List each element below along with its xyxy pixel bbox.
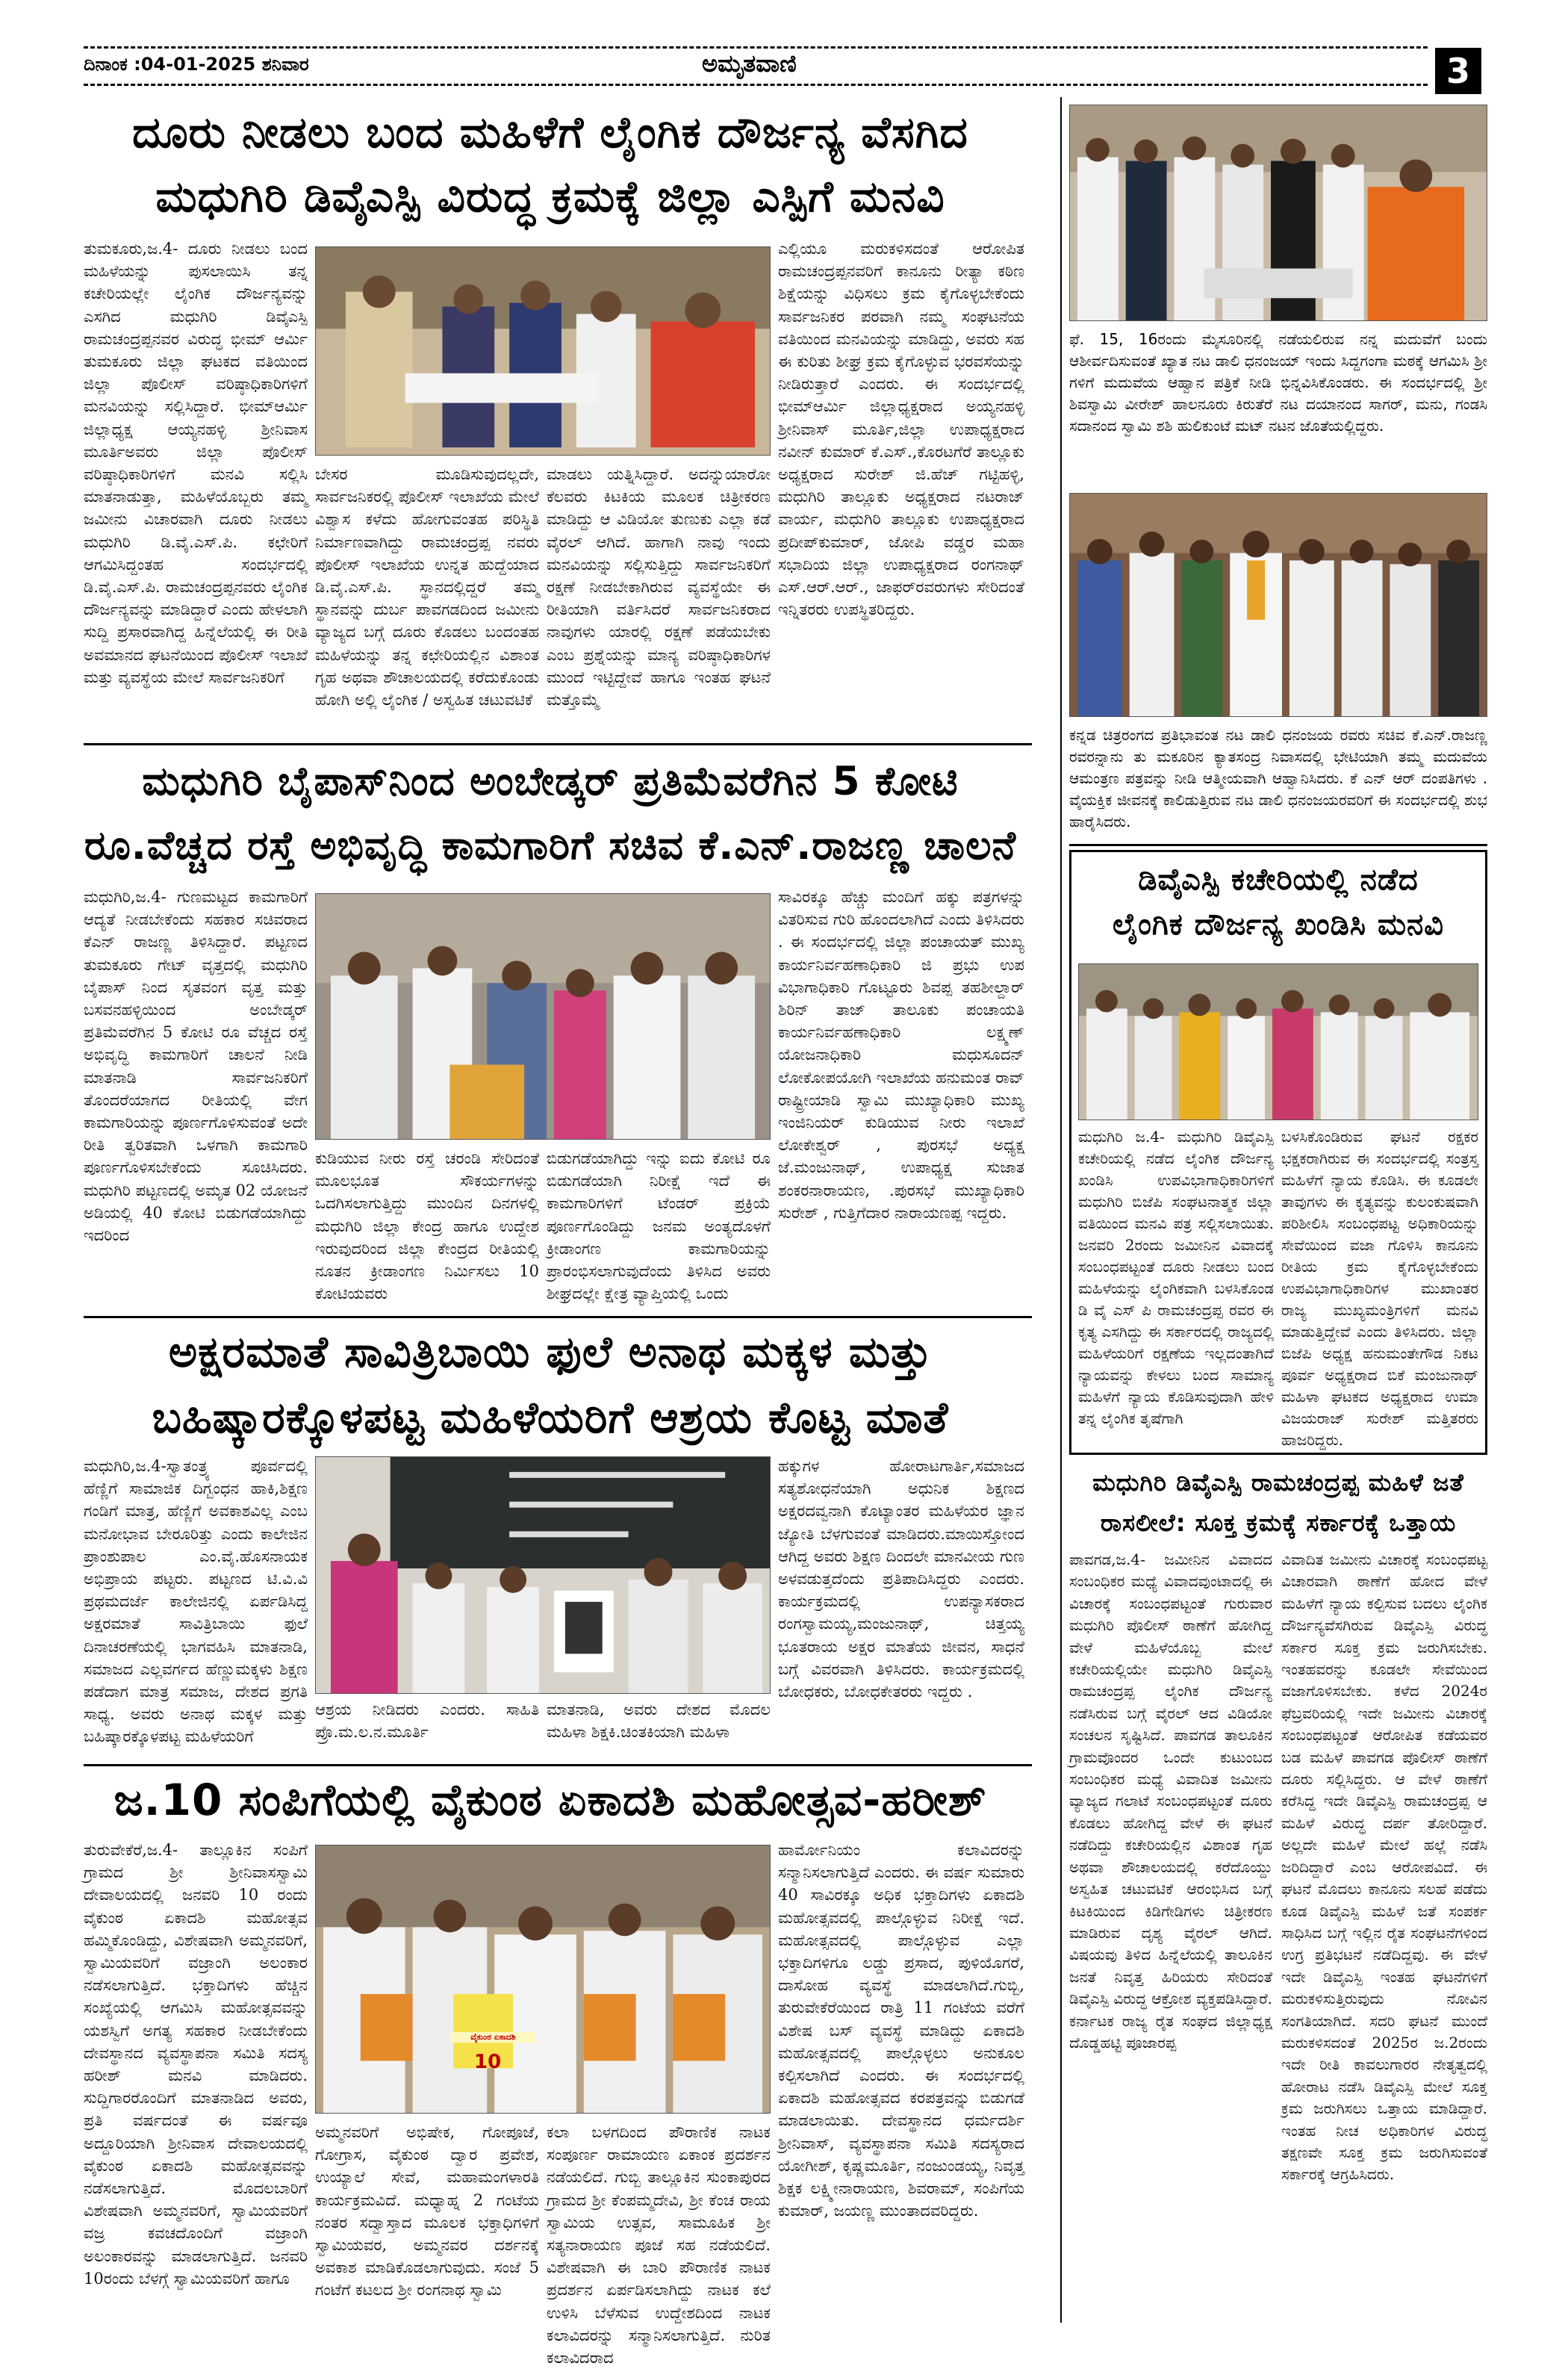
- article-headline: ಡಿವೈಎಸ್ಪಿ ಕಚೇರಿಯಲ್ಲಿ ನಡೆದ: [1138, 863, 1419, 897]
- article-headline: ಮಧುಗಿರಿ ಬೈಪಾಸ್‌ನಿಂದ ಅಂಬೇಡ್ಕರ್ ಪ್ರತಿಮೆವರೆಗಿನ 5 ಕೋಟಿ: [142, 759, 959, 804]
- article-headline: ಬಹಿಷ್ಕಾರಕ್ಕೊಳಪಟ್ಟ ಮಹಿಳೆಯರಿಗೆ ಆಶ್ರಯ ಕೊಟ್ಟ ಮಾತೆ: [152, 1392, 949, 1443]
- article-body: ಮಧುಗಿರಿ ಜ.4- ಮಧುಗಿರಿ ಡಿವೈಎಸ್ಪಿ ಕಚೇರಿಯಲ್ಲಿ ನಡೆದ ಲೈಂಗಿಕ ದೌರ್ಜನ್ಯ ಖಂಡಿಸಿ ಉಪವಿಭಾಗಾಧಿಕಾರಿಗಳಿಗೆ ಮಧುಗಿರಿ ಬಿಜೆಪಿ ಸಂಘಟನಾತ್ಮಕ ಜಿಲ್ಲಾ ವತಿಯಿಂದ ಮನವಿ ಪತ್ರ ಸಲ್ಲಿಸಲಾಯಿತು. ಜನವರಿ 2ರಂದು ಜಮೀನಿನ ವಿವಾದಕ್ಕೆ ಸಂಬಂಧಪಟ್ಟಂತೆ ದೂರು ನೀಡಲು ಬಂದ ಮಹಿಳೆಯನ್ನು ಲೈಂಗಿಕವಾಗಿ ಬಳಸಿಕೊಂಡ ಡಿ ವೈ ಎಸ್ ಪಿ ರಾಮಚಂದ್ರಪ್ಪ ರವರ ಈ ಕೃತ್ಯ ಎಸಗಿದ್ದು ಈ ಸರ್ಕಾರದಲ್ಲಿ ರಾಜ್ಯದಲ್ಲಿ ಮಹಿಳೆಯರಿಗೆ ರಕ್ಷಣೆಯ ಇಲ್ಲದಂತಾಗಿದೆ ನ್ಯಾಯವನ್ನು ಕೇಳಲು ಬಂದ ಸಾಮಾನ್ಯ ಮಹಿಳೆಗೆ ನ್ಯಾಯ ಕೊಡಿಸುವುದಾಗಿ ಹೇಳಿ ತನ್ನ ಲೈಂಗಿಕ ತೃಷೆಗಾಗಿ: [1078, 1128, 1274, 1427]
- news-photo-icon: [316, 1457, 770, 1693]
- article-headline: ರಾಸಲೀಲೆ: ಸೂಕ್ತ ಕ್ರಮಕ್ಕೆ ಸರ್ಕಾರಕ್ಕೆ ಒತ್ತಾಯ: [1100, 1509, 1457, 1537]
- article-body: ಮಧುಗಿರಿ,ಜ.4- ಗುಣಮಟ್ಟದ ಕಾಮಗಾರಿಗೆ ಆದ್ಯತೆ ನೀಡಬೇಕೆಂದು ಸಹಕಾರ ಸಚಿವರಾದ ಕೆಎನ್ ರಾಜಣ್ಣ ತಿಳಿಸಿದ್ದಾರೆ. ಪಟ್ಟಣದ ತುಮಕೂರು ಗೇಟ್ ವೃತ್ತದಲ್ಲಿ ಮಧುಗಿರಿ ಬೈಪಾಸ್ ನಿಂದ ಸೃತವಂಗ ವೃತ್ತ ಮತ್ತು ಬಸವನಹಳ್ಳಿಯಿಂದ ಅಂಬೇಡ್ಕರ್ ಪ್ರತಿಮೆವರೆಗಿನ 5 ಕೋಟಿ ರೂ ವೆಚ್ಚದ ರಸ್ತೆ ಅಭಿವೃದ್ಧಿ ಕಾಮಗಾರಿಗೆ ಚಾಲನೆ ನೀಡಿ ಮಾತನಾಡಿ ಸಾರ್ವಜನಿಕರಿಗೆ ತೊಂದರೆಯಾಗದ ರೀತಿಯಲ್ಲಿ ವೇಗ ಕಾಮಗಾರಿಯನ್ನು ಪೂರ್ಣಗೊಳಿಸುವಂತೆ ಅದೇ ರೀತಿ ತ್ವರಿತವಾಗಿ ಒಳಗಾಗಿ ಕಾಮಗಾರಿ ಪೂರ್ಣಗೊಳಿಸಬೇಕೆಂದು ಸೂಚಿಸಿದರು. ಮಧುಗಿರಿ ಪಟ್ಟಣದಲ್ಲಿ ಅಮೃತ 02 ಯೋಜನೆ ಅಡಿಯಲ್ಲಿ 40 ಕೋಟಿ ಬಿಡುಗಡೆಯಾಗಿದ್ದು ಇದರಿಂದ: [84, 888, 308, 1245]
- article-body: ಮಧುಗಿರಿ,ಜ.4-ಸ್ವಾತಂತ್ರ್ಯ ಪೂರ್ವದಲ್ಲಿ ಹೆಣ್ಣಿಗೆ ಸಾಮಾಜಿಕ ದಿಗ್ಬಂಧನ ಹಾಕಿ,ಶಿಕ್ಷಣ ಗಂಡಿಗೆ ಮಾತ್ರ, ಹೆಣ್ಣಿಗೆ ಅವಕಾಶವಿಲ್ಲ ಎಂಬ ಮನೋಭಾವ ಬೇರೂರಿತ್ತು ಎಂದು ಕಾಲೇಜಿನ ಪ್ರಾಂಶುಪಾಲ ಎಂ.ವೈ.ಹೊಸನಾಯಕ ಅಭಿಪ್ರಾಯ ಪಟ್ಟರು. ಪಟ್ಟಣದ ಟಿ.ವಿ.ವಿ ಪ್ರಥಮದರ್ಜೆ ಕಾಲೇಜಿನಲ್ಲಿ ಏರ್ಪಡಿಸಿದ್ದ ಅಕ್ಷರಮಾತೆ ಸಾವಿತ್ರಿಬಾಯಿ ಫುಲೆ ದಿನಾಚರಣೆಯಲ್ಲಿ ಭಾಗವಹಿಸಿ ಮಾತನಾಡಿ, ಸಮಾಜದ ಎಲ್ಲವರ್ಗದ ಹೆಣ್ಣುಮಕ್ಕಳು ಶಿಕ್ಷಣ ಪಡೆದಾಗ ಮಾತ್ರ ಸಮಾಜ, ದೇಶದ ಪ್ರಗತಿ ಸಾಧ್ಯ. ಅವರು ಅನಾಥ ಮಕ್ಕಳ ಮತ್ತು ಬಹಿಷ್ಕಾರಕ್ಕೊಳಪಟ್ಟ ಮಹಿಳೆಯರಿಗೆ: [84, 1457, 308, 1746]
- header-top-rule: [84, 46, 1428, 49]
- article-body: ಬೇಸರ ಮೂಡಿಸುವುದಲ್ಲದೇ, ಸಾರ್ವಜನಿಕರಲ್ಲಿ ಪೊಲೀಸ್ ಇಲಾಖೆಯ ಮೇಲೆ ವಿಶ್ವಾಸ ಕಳೆದು ಹೋಗುವಂತಹ ಪರಿಸ್ಥಿತಿ ನಿರ್ಮಾಣವಾಗಿದ್ದು ರಾಮಚಂದ್ರಪ್ಪ ನವರು ಪೊಲೀಸ್ ಇಲಾಖೆಯ ಉನ್ನತ ಹುದ್ದೆಯಾದ ಡಿ.ವೈ.ಎಸ್.ಪಿ. ಸ್ಥಾನದಲ್ಲಿದ್ದರೆ ತಮ್ಮ ಸ್ಥಾನವನ್ನು ದುರ್ಬ ಪಾವಗಡದಿಂದ ಜಮೀನು ವ್ಯಾಜ್ಯದ ಬಗ್ಗೆ ದೂರು ಕೊಡಲು ಬಂದಂತಹ ಮಹಿಳೆಯನ್ನು ತನ್ನ ಕಛೇರಿಯಲ್ಲಿನ ವಿಶಾಂತ ಗೃಹ ಅಥವಾ ಶೌಚಾಲಯದಲ್ಲಿ ಕರೆದುಕೊಂಡು ಹೋಗಿ ಅಲ್ಲಿ ಲೈಂಗಿಕ / ಅಸ್ವಹಿತ ಚಟುವಟಿಕೆ: [315, 465, 539, 710]
- section-divider: [84, 1316, 1032, 1318]
- article-body: ಎಲ್ಲಿಯೂ ಮರುಕಳಿಸದಂತೆ ಆರೋಪಿತ ರಾಮಚಂದ್ರಪ್ಪನವರಿಗೆ ಕಾನೂನು ರೀತ್ಯಾ ಕಠಿಣ ಶಿಕ್ಷೆಯನ್ನು ವಿಧಿಸಲು ಕ್ರಮ ಕೈಗೊಳ್ಳಬೇಕೆಂದು ಸಾರ್ವಜನಿಕರ ಪರವಾಗಿ ನಮ್ಮ ಸಂಘಟನೆಯ ವತಿಯಿಂದ ಮನವಿಯನ್ನು ಮಾಡಿದ್ದು, ಅವರು ಸಹ ಈ ಕುರಿತು ಶೀಘ್ರ ಕ್ರಮ ಕೈಗೊಳ್ಳುವ ಭರವಸೆಯನ್ನು ನೀಡಿರುತ್ತಾರೆ ಎಂದರು. ಈ ಸಂದರ್ಭದಲ್ಲಿ ಭೀಮ್‌ಆರ್ಮಿ ಜಿಲ್ಲಾಧ್ಯಕ್ಷರಾದ ಅಯ್ಯನಹಳ್ಳಿ ಶ್ರೀನಿವಾಸ್ ಮೂರ್ತಿ,ಜಿಲ್ಲಾ ಉಪಾಧ್ಯಕ್ಷರಾದ ನವೀನ್ ಕುಮಾರ್ ಕೆ.ಎಸ್.,ಕೊರಟಗೆರೆ ತಾಲ್ಲೂಕು ಅಧ್ಯಕ್ಷರಾದ ಸುರೇಶ್ ಜಿ.ಹೆಚ್ ಗಟ್ಟಿಹಳ್ಳಿ, ಮಧುಗಿರಿ ತಾಲ್ಲೂಕು ಅಧ್ಯಕ್ಷರಾದ ನಟರಾಜ್ ವಾರ್ಯ, ಮಧುಗಿರಿ ತಾಲ್ಲೂಕು ಉಪಾಧ್ಯಕ್ಷರಾದ ಪ್ರದೀಪ್‌ಕುಮಾರ್, ಜೋಪಿ ವಡ್ಡರ ಮಹಾ ಸಭಾದಿಯ ಜಿಲ್ಲಾ ಉಪಾಧ್ಯಕ್ಷರಾದ ರಂಗನಾಥ್ ಎಸ್.ಆರ್.ಆರ್., ಜಾಫರ್‌ರವರುಗಳು ಸೇರಿದಂತೆ ಇನ್ನಿತರರು ಉಪಸ್ಥಿತರಿದ್ದರು.: [778, 240, 1024, 619]
- article-body: ಸಾವಿರಕ್ಕೂ ಹೆಚ್ಚು ಮಂದಿಗೆ ಹಕ್ಕು ಪತ್ರಗಳನ್ನು ವಿತರಿಸುವ ಗುರಿ ಹೊಂದಲಾಗಿದೆ ಎಂದು ತಿಳಿಸಿದರು . ಈ ಸಂದರ್ಭದಲ್ಲಿ ಜಿಲ್ಲಾ ಪಂಚಾಯತ್ ಮುಖ್ಯ ಕಾರ್ಯನಿರ್ವಹಣಾಧಿಕಾರಿ ಜಿ ಪ್ರಭು ಉಪ ವಿಭಾಗಾಧಿಕಾರಿ ಗೊಟ್ಟೂರು ಶಿವಪ್ಪ ತಹಶೀಲ್ದಾರ್ ಶಿರಿನ್ ತಾಜ್ ತಾಲೂಕು ಪಂಚಾಯತಿ ಕಾರ್ಯನಿರ್ವಹಣಾಧಿಕಾರಿ ಲಕ್ಷ್ಮಣ್ ಯೋಜನಾಧಿಕಾರಿ ಮಧುಸೂದನ್ ಲೋಕೋಪಯೋಗಿ ಇಲಾಖೆಯ ಹನುಮಂತ ರಾವ್ ರಾಷ್ಟ್ರೀಯಾಡಿ ಸ್ವಾಮಿ ಮುಖ್ಯಾಧಿಕಾರಿ ಮುಖ್ಯ ಇಂಜಿನಿಯರ್ ಕುಡಿಯುವ ನೀರು ಇಲಾಖೆ ಲೋಕೇಶ್ವರ್ , ಪುರಸಭೆ ಅಧ್ಯಕ್ಷ ಜೆ.ಮಂಜುನಾಥ್, ಉಪಾಧ್ಯಕ್ಷ ಸುಜಾತ ಶಂಕರನಾರಾಯಣ, .ಪುರಸಭೆ ಮುಖ್ಯಾಧಿಕಾರಿ ಸುರೇಶ್ , ಗುತ್ತಿಗೆದಾರ ನಾರಾಯಣಪ್ಪ ಇದ್ದರು.: [778, 888, 1024, 1222]
- article-headline: ಅಕ್ಷರಮಾತೆ ಸಾವಿತ್ರಿಬಾಯಿ ಫುಲೆ ಅನಾಥ ಮಕ್ಕಳ ಮತ್ತು: [168, 1326, 933, 1377]
- column-divider: [1060, 97, 1062, 2323]
- article-headline: ರೂ.ವೆಚ್ಚದ ರಸ್ತೆ ಅಭಿವೃದ್ಧಿ ಕಾಮಗಾರಿಗೆ ಸಚಿವ ಕೆ.ಎನ್.ರಾಜಣ್ಣ ಚಾಲನೆ: [84, 823, 1017, 869]
- news-photo: [1078, 963, 1478, 1120]
- news-photo-icon: [1070, 494, 1487, 716]
- article-body: ತುಮಕೂರು,ಜ.4- ದೂರು ನೀಡಲು ಬಂದ ಮಹಿಳೆಯನ್ನು ಪುಸಲಾಯಿಸಿ ತನ್ನ ಕಚೇರಿಯಲ್ಲೇ ಲೈಂಗಿಕ ದೌರ್ಜನ್ಯವನ್ನು ಎಸಗಿದ ಮಧುಗಿರಿ ಡಿವೈಎಸ್ಪಿ ರಾಮಚಂದ್ರಪ್ಪನವರ ವಿರುದ್ಧ ಭೀಮ್ ಆರ್ಮಿ ತುಮಕೂರು ಜಿಲ್ಲಾ ಘಟಕದ ವತಿಯಿಂದ ಜಿಲ್ಲಾ ಪೊಲೀಸ್ ವರಿಷ್ಠಾಧಿಕಾರಿಗಳಿಗೆ ಮನವಿಯನ್ನು ಸಲ್ಲಿಸಿದ್ದಾರೆ. ಭೀಮ್‌ಆರ್ಮಿ ಜಿಲ್ಲಾಧ್ಯಕ್ಷ ಆಯ್ಯನಹಳ್ಳಿ ಶ್ರೀನಿವಾಸ ಮೂರ್ತಿಅವರು ಜಿಲ್ಲಾ ಪೊಲೀಸ್ ವರಿಷ್ಠಾಧಿಕಾರಿಗಳಿಗೆ ಮನವಿ ಸಲ್ಲಿಸಿ ಮಾತನಾಡುತ್ತಾ, ಮಹಿಳೆಯೊಬ್ಬರು ತಮ್ಮ ಜಮೀನು ವಿಚಾರವಾಗಿ ದೂರು ನೀಡಲು ಮಧುಗಿರಿ ಡಿ.ವೈ.ಎಸ್.ಪಿ. ಕಛೇರಿಗೆ ಆಗಮಿಸಿದ್ದಂತಹ ಸಂದರ್ಭದಲ್ಲಿ ಡಿ.ವೈ.ಎಸ್.ಪಿ. ರಾಮಚಂದ್ರಪ್ಪನವರು ಲೈಂಗಿಕ ದೌರ್ಜನ್ಯವನ್ನು ಮಾಡಿದ್ದಾರೆ ಎಂದು ಹೇಳಲಾಗಿ ಸುದ್ದಿ ಪ್ರಸಾರವಾಗಿದ್ದ ಹಿನ್ನೆಲೆಯಲ್ಲಿ ಈ ರೀತಿ ಅವಮಾನದ ಘಟನೆಯಿಂದ ಪೊಲೀಸ್ ಇಲಾಖೆ ಮತ್ತು ವ್ಯವಸ್ಥೆಯ ಮೇಲೆ ಸಾರ್ವಜನಿಕರಿಗೆ: [84, 240, 308, 686]
- poster-date: 10: [474, 2051, 502, 2073]
- article-headline: ಲೈಂಗಿಕ ದೌರ್ಜನ್ಯ ಖಂಡಿಸಿ ಮನವಿ: [1112, 907, 1445, 942]
- news-photo: [315, 246, 771, 456]
- section-divider: [84, 1764, 1032, 1766]
- article-body: ಹಾರ್ಮೋನಿಯಂ ಕಲಾವಿದರನ್ನು ಸನ್ಮಾನಿಸಲಾಗುತ್ತಿದೆ ಎಂದರು. ಈ ವರ್ಷ ಸುಮಾರು 40 ಸಾವಿರಕ್ಕೂ ಅಧಿಕ ಭಕ್ತಾದಿಗಳು ಏಕಾದಶಿ ಮಹೋತ್ಸವದಲ್ಲಿ ಪಾಲ್ಗೊಳ್ಳುವ ನಿರೀಕ್ಷೆ ಇದೆ. ಮಹೋತ್ಸವದಲ್ಲಿ ಪಾಲ್ಗೊಳ್ಳುವ ಎಲ್ಲಾ ಭಕ್ತಾದಿಗಳಿಗೂ ಲಡ್ಡು ಪ್ರಸಾದ, ಪುಳಿಯೊಗರೆ, ದಾಸೋಹ ವ್ಯವಸ್ಥೆ ಮಾಡಲಾಗಿದೆ.ಗುಬ್ಬಿ, ತುರುವೇಕೆರೆಯಿಂದ ರಾತ್ರಿ 11 ಗಂಟೆಯ ವರೆಗೆ ವಿಶೇಷ ಬಸ್ ವ್ಯವಸ್ಥೆ ಮಾಡಿದ್ದು ಏಕಾದಶಿ ಮಹೋತ್ಸವದಲ್ಲಿ ಪಾಲ್ಗೊಳ್ಳಲು ಅನುಕೂಲ ಕಲ್ಪಿಸಲಾಗಿದೆ ಎಂದರು. ಈ ಸಂದರ್ಭದಲ್ಲಿ ಏಕಾದಶಿ ಮಹೋತ್ಸವದ ಕರಪತ್ರವನ್ನು ಬಿಡುಗಡೆ ಮಾಡಲಾಯಿತು. ದೇವಸ್ಥಾನದ ಧರ್ಮದರ್ಶಿ ಶ್ರೀನಿವಾಸ್, ವ್ಯವಸ್ಥಾಪನಾ ಸಮಿತಿ ಸದಸ್ಯರಾದ ಯೋಗೀಶ್, ಕೃಷ್ಣಮೂರ್ತಿ, ನಂಜುಂಡಯ್ಯ, ನಿವೃತ್ತ ಶಿಕ್ಷಕ ಲಕ್ಷ್ಮೀನಾರಾಯಣ, ಶಿವರಾಮ್, ಸಂಪಿಗೆಯ ಕುಮಾರ್, ಜಯಣ್ಣ ಮುಂತಾದವರಿದ್ದರು.: [778, 1841, 1024, 2220]
- news-photo: [1069, 105, 1487, 321]
- news-photo: [315, 1456, 771, 1694]
- page-number: 3: [1435, 48, 1481, 94]
- article-body: ಹಕ್ಕುಗಳ ಹೋರಾಟಗಾರ್ತಿ,ಸಮಾಜದ ಸತ್ಯಶೋಧನೆಯಾಗಿ ಅಧುನಿಕ ಶಿಕ್ಷಣದ ಅಕ್ಷರದವ್ವನಾಗಿ ಕೊಟ್ಯಾಂತರ ಮಹಿಳೆಯರ ಜ್ಞಾನ ಜ್ಯೋತಿ ಬೆಳಗುವಂತೆ ಮಾಡಿದರು.ಮಾಯಿಸ್ತೋಂದ ಆಗಿದ್ದ ಅವರು ಶಿಕ್ಷಣ ದಿಂದಲೇ ಮಾನವೀಯ ಗುಣ ಅಳವಡುತ್ತದೆಂದು ಪ್ರತಿಪಾದಿಸಿದ್ದರು ಎಂದರು. ಕಾರ್ಯಕ್ರಮದಲ್ಲಿ ಉಪನ್ಯಾಸಕರಾದ ರಂಗಸ್ವಾಮಯ್ಯ,ಮಂಜುನಾಥ್, ಚಿತ್ತಯ್ಯ ಭೂತರಾಯ ಅಕ್ಷರ ಮಾತೆಯ ಜೀವನ, ಸಾಧನೆ ಬಗ್ಗೆ ವಿವರವಾಗಿ ತಿಳಿಸಿದರು. ಕಾರ್ಯಕ್ರಮದಲ್ಲಿ ಬೋಧಕರು, ಬೋಧಕೇತರರು ಇದ್ದರು .: [778, 1457, 1024, 1701]
- article-body: ತುರುವೇಕೆರೆ,ಜ.4- ತಾಲ್ಲೂಕಿನ ಸಂಪಿಗೆ ಗ್ರಾಮದ ಶ್ರೀ ಶ್ರೀನಿವಾಸಸ್ವಾಮಿ ದೇವಾಲಯದಲ್ಲಿ ಜನವರಿ 10 ರಂದು ವೈಕುಂಠ ಏಕಾದಶಿ ಮಹೋತ್ಸವ ಹಮ್ಮಿಕೊಂಡಿದ್ದು, ವಿಶೇಷವಾಗಿ ಅಮ್ಮನವರಿಗೆ, ಸ್ವಾಮಿಯವರಿಗೆ ವಜ್ರಾಂಗಿ ಅಲಂಕಾರ ನಡೆಸಲಾಗುತ್ತಿದೆ. ಭಕ್ತಾದಿಗಳು ಹೆಚ್ಚಿನ ಸಂಖ್ಯೆಯಲ್ಲಿ ಆಗಮಿಸಿ ಮಹೋತ್ಸವವನ್ನು ಯಶಸ್ವಿಗೆ ಅಗತ್ಯ ಸಹಕಾರ ನೀಡಬೇಕೆಂದು ದೇವಸ್ಥಾನದ ವ್ಯವಸ್ಥಾಪನಾ ಸಮಿತಿ ಸದಸ್ಯ ಹರೀಶ್ ಮನವಿ ಮಾಡಿದರು. ಸುದ್ದಿಗಾರರೊಂದಿಗೆ ಮಾತನಾಡಿದ ಅವರು, ಪ್ರತಿ ವರ್ಷದಂತೆ ಈ ವರ್ಷವೂ ಅದ್ದೂರಿಯಾಗಿ ಶ್ರೀನಿವಾಸ ದೇವಾಲಯದಲ್ಲಿ ವೈಕುಂಠ ಏಕಾದಶಿ ಮಹೋತ್ಸವವನ್ನು ನಡೆಸಲಾಗುತ್ತಿದೆ. ಮೊದಲಬಾರಿಗೆ ವಿಶೇಷವಾಗಿ ಅಮ್ಮನವರಿಗೆ, ಸ್ವಾಮಿಯವರಿಗೆ ವಜ್ರ ಕವಚದೊಂದಿಗೆ ವಜ್ರಾಂಗಿ ಅಲಂಕಾರವನ್ನು ಮಾಡಲಾಗುತ್ತಿದೆ. ಜನವರಿ 10ರಂದು ಬೆಳಗ್ಗೆ ಸ್ವಾಮಿಯವರಿಗೆ ಹಾಗೂ: [84, 1841, 308, 2288]
- article-body: ಅಮ್ಮನವರಿಗೆ ಅಭಿಷೇಕ, ಗೋಪೂಜೆ, ಗೋಗ್ರಾಸ, ವೈಕುಂಠ ದ್ವಾರ ಪ್ರವೇಶ, ಉಯ್ಯಾಲೆ ಸೇವೆ, ಮಹಾಮಂಗಳಾರತಿ ಕಾರ್ಯಕ್ರಮವಿದೆ. ಮಧ್ಯಾಹ್ನ 2 ಗಂಟೆಯ ನಂತರ ಸದ್ವಾಸ್ತಾದ ಮೂಲಕ ಭಕ್ತಾಧಿಗಳಿಗೆ ಸ್ವಾಮಿಯವರ, ಅಮ್ಮನವರ ದರ್ಶನಕ್ಕೆ ಅವಕಾಶ ಮಾಡಿಕೊಡಲಾಗುವುದು. ಸಂಜೆ 5 ಗಂಟೆಗೆ ಕಟಲದ ಶ್ರೀ ರಂಗನಾಥ ಸ್ವಾಮಿ: [315, 2123, 539, 2300]
- article-headline: ಮಧುಗಿರಿ ಡಿವೈಎಸ್ಪಿ ರಾಮಚಂದ್ರಪ್ಪ ಮಹಿಳೆ ಜತೆ: [1092, 1468, 1464, 1497]
- article-headline: ದೂರು ನೀಡಲು ಬಂದ ಮಹಿಳೆಗೆ ಲೈಂಗಿಕ ದೌರ್ಜನ್ಯ ವೆಸಗಿದ: [132, 107, 968, 158]
- news-photo-icon: [316, 247, 770, 455]
- news-photo: [315, 893, 771, 1140]
- article-body: ಆಶ್ರಯ ನೀಡಿದರು ಎಂದರು. ಸಾಹಿತಿ ಪ್ರೊ.ಮ.ಲ.ನ.ಮೂರ್ತಿ: [315, 1701, 539, 1742]
- photo-caption: ಫೆ. 15, 16ರಂದು ಮೈಸೂರಿನಲ್ಲಿ ನಡೆಯಲಿರುವ ನನ್ನ ಮದುವೆಗೆ ಬಂದು ಆಶೀರ್ವದಿಸುವಂತೆ ಖ್ಯಾತ ನಟ ಡಾಲಿ ಧನಂಜಯ್ ಇಂದು ಸಿದ್ದಗಂಗಾ ಮಠಕ್ಕೆ ಆಗಮಿಸಿ ಶ್ರೀ ಗಳಿಗೆ ಮದುವೆಯ ಆಹ್ವಾನ ಪತ್ರಿಕೆ ನೀಡಿ ಭಿನ್ನವಿಸಿಕೊಂಡರು. ಈ ಸಂದರ್ಭದಲ್ಲಿ ಶ್ರೀ ಶಿವಸ್ವಾಮಿ ವೀರೇಶ್ ಹಾಲನೂರು ಕಿರುತೆರೆ ನಟ ದಯಾನಂದ ಸಾಗರ್, ಮನು, ಗಂಡಸಿ ಸದಾನಂದ ಸ್ವಾಮಿ ಶಶಿ ಹುಲಿಕುಂಟೆ ಮಟ್ ನಟನ ಜೊತೆಯಲ್ಲಿದ್ದರು.: [1069, 330, 1487, 435]
- article-body: ಕಲಾ ಬಳಗದಿಂದ ಪೌರಾಣಿಕ ನಾಟಕ ಸಂಪೂರ್ಣ ರಾಮಾಯಣ ಏಕಾಂಕ ಪ್ರದರ್ಶನ ನಡೆಯಲಿದೆ. ಗುಬ್ಬಿ ತಾಲ್ಲೂಕಿನ ಸುಂಕಾಪುರದ ಗ್ರಾಮದ ಶ್ರೀ ಕೆಂಪಮ್ಮದೇವಿ, ಶ್ರೀ ಕೆಂಚ ರಾಯ ಸ್ವಾಮಿಯ ಉತ್ಸವ, ಸಾಮೂಹಿಕ ಶ್ರೀ ಸತ್ಯನಾರಾಯಣ ಪೂಜೆ ಸಹ ನಡೆಯಲಿದೆ. ವಿಶೇಷವಾಗಿ ಈ ಬಾರಿ ಪೌರಾಣಿಕ ನಾಟಕ ಪ್ರದರ್ಶನ ಏರ್ಪಡಿಸಲಾಗಿದ್ದು ನಾಟಕ ಕಲೆ ಉಳಿಸಿ ಬೆಳೆಸುವ ಉದ್ದೇಶದಿಂದ ನಾಟಕ ಕಲಾವಿದರನ್ನು ಸನ್ಮಾನಿಸಲಾಗುತ್ತಿದೆ. ನುರಿತ ಕಲಾವಿದರಾದ: [547, 2123, 771, 2368]
- article-headline: ಮಧುಗಿರಿ ಡಿವೈಎಸ್ಪಿ ವಿರುದ್ಧ ಕ್ರಮಕ್ಕೆ ಜಿಲ್ಲಾ ಎಸ್ಪಿಗೆ ಮನವಿ: [155, 171, 945, 222]
- article-headline: ಜ.10 ಸಂಪಿಗೆಯಲ್ಲಿ ವೈಕುಂಠ ಏಕಾದಶಿ ಮಹೋತ್ಸವ-ಹರೀಶ್: [113, 1775, 987, 1825]
- article-body: ಮಾತನಾಡಿ, ಅವರು ದೇಶದ ಮೊದಲ ಮಹಿಳಾ ಶಿಕ್ಷಕಿ.ಚಿಂತಕಿಯಾಗಿ ಮಹಿಳಾ: [547, 1701, 771, 1742]
- article-body: ಬಳಸಿಕೊಂಡಿರುವ ಘಟನೆ ರಕ್ಷಕರ ಭಕ್ಷಕರಾಗಿರುವ ಈ ಸಂದರ್ಭದಲ್ಲಿ ಸಂತ್ರಸ್ತ ಮಹಿಳೆಗೆ ನ್ಯಾಯ ಕೊಡಿಸಿ. ಈ ಕೂಡಲೇ ತಾವುಗಳು ಈ ಕೃತ್ಯವನ್ನು ಕುಲಂಕುಷವಾಗಿ ಪರಿಶೀಲಿಸಿ ಸಂಬಂಧಪಟ್ಟ ಅಧಿಕಾರಿಯನ್ನು ಸೇವೆಯಿಂದ ವಜಾ ಗೊಳಿಸಿ ಕಾನೂನು ರೀತಿಯ ಕ್ರಮ ಕೈಗೊಳ್ಳಬೇಕೆಂದು ಉಪವಿಭಾಗಾಧಿಕಾರಿಗಳ ಮುಖಾಂತರ ರಾಜ್ಯ ಮುಖ್ಯಮಂತ್ರಿಗಳಿಗೆ ಮನವಿ ಮಾಡುತ್ತಿದ್ದೇವೆ ಎಂದು ತಿಳಿಸಿದರು. ಜಿಲ್ಲಾ ಬಿಜೆಪಿ ಅಧ್ಯಕ್ಷ ಹನುಮಂತೇಗೌಡ ನಿಕಟ ಪೂರ್ವ ಅಧ್ಯಕ್ಷರಾದ ಬಿಕೆ ಮಂಜುನಾಥ್ ಮಹಿಳಾ ಘಟಕದ ಅಧ್ಯಕ್ಷರಾದ ಉಮಾ ವಿಜಯರಾಜ್ ಸುರೇಶ್ ಮತ್ತಿತರರು ಹಾಜರಿದ್ದರು.: [1281, 1128, 1478, 1449]
- issue-date: ದಿನಾಂಕ :04-01-2025 ಶನಿವಾರ: [84, 54, 309, 75]
- news-photo-icon: [1070, 105, 1487, 320]
- news-photo-icon: [316, 894, 770, 1139]
- section-divider: [1069, 844, 1487, 846]
- article-body: ವಿವಾದಿತ ಜಮೀನು ವಿಚಾರಕ್ಕೆ ಸಂಬಂಧಪಟ್ಟ ವಿಚಾರವಾಗಿ ಠಾಣೆಗೆ ಹೋದ ವೇಳೆ ಮಹಿಳೆಗೆ ನ್ಯಾಯ ಕಲ್ಪಿಸುವ ಬದಲು ಲೈಂಗಿಕ ದೌರ್ಜನ್ಯವೆಸಗಿರುವ ಡಿವೈಎಸ್ಪಿ ವಿರುದ್ಧ ಸರ್ಕಾರ ಸೂಕ್ತ ಕ್ರಮ ಜರುಗಿಸಬೇಕು. ಇಂತಹವರನ್ನು ಕೂಡಲೇ ಸೇವೆಯಿಂದ ವಜಾಗೊಳಿಸಬೇಕು. ಕಳೆದ 2024ರ ಫೆಬ್ರವರಿಯಲ್ಲಿ ಇದೇ ಜಮೀನು ವಿಚಾರಕ್ಕೆ ಸಂಬಂಧಪಟ್ಟಂತೆ ಆರೋಪಿತ ಕಡೆಯವರ ಬಡ ಮಹಿಳೆ ಪಾವಗಡ ಪೊಲೀಸ್ ಠಾಣೆಗೆ ದೂರು ಸಲ್ಲಿಸಿದ್ದರು. ಆ ವೇಳೆ ಠಾಣೆಗೆ ಕರೆಸಿದ್ದ ಇದೇ ಡಿವೈಎಸ್ಪಿ ರಾಮಚಂದ್ರಪ್ಪ ಆ ಮಹಿಳೆ ವಿರುದ್ಧ ದರ್ಪ ತೋರಿದ್ದಾರೆ. ಅಲ್ಲದೇ ಮಹಿಳೆ ಮೇಲೆ ಹಲ್ಲೆ ನಡೆಸಿ ಜರಿದಿದ್ದಾರೆ ಎಂಬ ಆರೋಪವಿದೆ. ಈ ಘಟನೆ ಮೊದಲು ಕಾನೂನು ಸಲಹೆ ಪಡೆದು ಕೂಡ ಡಿವೈಎಸ್ಪಿ ಮಹಿಳೆ ಜತೆ ಸಂಪರ್ಕ ಸಾಧಿಸಿದ ಬಗ್ಗೆ ಇಲ್ಲಿನ ರೈತ ಸಂಘಟನೆಗಳಿಂದ ಉಗ್ರ ಪ್ರತಿಭಟನೆ ನಡೆದಿದ್ದವು. ಈ ವೇಳೆ ಇದೇ ಡಿವೈಎಸ್ಪಿ ಇಂತಹ ಘಟನೆಗಳಿಗೆ ಮರುಕಳಿಸುತ್ತಿರುವುದು ನೋವಿನ ಸಂಗತಿಯಾಗಿದೆ. ಸದರಿ ಘಟನೆ ಮುಂದೆ ಮರುಕಳಿಸದಂತೆ 2025ರ ಜ.2ರಂದು ಇದೇ ರೀತಿ ಕಾವಲುಗಾರರ ನೇತೃತ್ವದಲ್ಲಿ ಹೋರಾಟ ನಡೆಸಿ ಡಿವೈಎಸ್ಪಿ ಮೇಲೆ ಸೂಕ್ತ ಕ್ರಮ ಜರುಗಿಸಲು ಒತ್ತಾಯ ಮಾಡಿದ್ದಾರೆ. ಇಂತಹ ನೀಚ ಅಧಿಕಾರಿಗಳ ವಿರುದ್ಧ ತಕ್ಷಣವೇ ಸೂಕ್ತ ಕ್ರಮ ಜರುಗಿಸುವಂತೆ ಸರ್ಕಾರಕ್ಕೆ ಆಗ್ರಹಿಸಿದರು.: [1281, 1550, 1487, 2184]
- paper-name: ಅಮೃತವಾಣಿ: [702, 49, 797, 78]
- section-divider: [84, 743, 1032, 745]
- article-body: ಪಾವಗಡ,ಜ.4- ಜಮೀನಿನ ವಿವಾದದ ಸಂಬಂಧಿಕರ ಮಧ್ಯೆ ವಿವಾದವುಂಟಾದಲ್ಲಿ ಈ ವಿಚಾರಕ್ಕೆ ಸಂಬಂಧಪಟ್ಟಂತೆ ಗುರುವಾರ ಮಧುಗಿರಿ ಪೊಲೀಸ್ ಠಾಣೆಗೆ ಹೋಗಿದ್ದ ವೇಳೆ ಮಹಿಳೆಯೊಬ್ಬ ಮೇಲೆ ಕಚೇರಿಯಲ್ಲಿಯೇ ಮಧುಗಿರಿ ಡಿವೈಎಸ್ಪಿ ರಾಮಚಂದ್ರಪ್ಪ ಲೈಂಗಿಕ ದೌರ್ಜನ್ಯ ನಡೆಸಿರುವ ಬಗ್ಗೆ ವೈರಲ್ ಆದ ವಿಡಿಯೋ ಸಂಚಲನ ಸೃಷ್ಟಿಸಿದೆ. ಪಾವಗಡ ತಾಲೂಕಿನ ಗ್ರಾಮವೊಂದರ ಒಂದೇ ಕುಟುಂಬದ ಸಂಬಂಧಿಕರ ಮಧ್ಯೆ ವಿವಾದಿತ ಜಮೀನು ವ್ಯಾಜ್ಯದ ಗಲಾಟೆ ಸಂಬಂಧಪಟ್ಟಂತೆ ದೂರು ಕೊಡಲು ಹೋಗಿದ್ದ ವೇಳೆ ಈ ಘಟನೆ ನಡೆದಿದ್ದು ಕಚೇರಿಯಲ್ಲಿನ ವಿಶಾಂತ ಗೃಹ ಅಥವಾ ಶೌಚಾಲಯದಲ್ಲಿ ಕರೆದೊಯ್ದು ಅಸ್ವಹಿತ ಚಟುವಟಿಕೆ ಆರಂಭಿಸಿದ ಬಗ್ಗೆ ಕಿಟಕಿಯಿಂದ ಕಿಡಿಗೇಡಿಗಳು ಚಿತ್ರೀಕರಣ ಮಾಡಿರುವ ದೃಶ್ಯ ವೈರಲ್ ಆಗಿದೆ. ವಿಷಯವು ತಿಳಿದ ಹಿನ್ನೆಲೆಯಲ್ಲಿ ತಾಲೂಕಿನ ಜನತೆ ನಿವೃತ್ತ ಹಿರಿಯರು ಸೇರಿದಂತೆ ಡಿವೈಎಸ್ಪಿ ವಿರುದ್ಧ ಆಕ್ರೋಶ ವ್ಯಕ್ತಪಡಿಸಿದ್ದಾರೆ. ಕರ್ನಾಟಕ ರಾಜ್ಯ ರೈತ ಸಂಘದ ಜಿಲ್ಲಾಧ್ಯಕ್ಷ ದೊಡ್ಡಹಟ್ಟಿ ಪೂಜಾರಪ್ಪ: [1069, 1550, 1272, 2052]
- photo-caption: ಕನ್ನಡ ಚಿತ್ರರಂಗದ ಪ್ರತಿಭಾವಂತ ನಟ ಡಾಲಿ ಧನಂಜಯ ರವರು ಸಚಿವ ಕೆ.ಎನ್.ರಾಜಣ್ಣ ರವರನ್ನಾನು ತು ಮಕೂರಿನ ಕ್ಯಾತಸಂದ್ರ ನಿವಾಸದಲ್ಲಿ ಭೇಟಿಯಾಗಿ ತಮ್ಮ ಮದುವೆಯ ಆಮಂತ್ರಣ ಪತ್ರವನ್ನು ನೀಡಿ ಆತ್ಮೀಯವಾಗಿ ಆಹ್ವಾನಿಸಿದರು. ಕೆ ಎನ್ ಆರ್ ದಂಪತಿಗಳು . ವೈಯಕ್ತಿಕ ಜೀವನಕ್ಕೆ ಕಾಲಿಡುತ್ತಿರುವ ನಟ ಡಾಲಿ ಧನಂಜಯರವರಿಗೆ ಈ ಸಂದರ್ಭದಲ್ಲಿ ಶುಭ ಹಾರೈಸಿದರು.: [1069, 726, 1487, 830]
- news-photo-icon: [1079, 964, 1478, 1120]
- article-body: ಬಿಡುಗಡೆಯಾಗಿದ್ದು ಇನ್ನು ಐದು ಕೋಟಿ ರೂ ಬಿಡುಗಡೆಯಾಗಿ ನಿರೀಕ್ಷೆ ಇದೆ ಈ ಕಾಮಗಾರಿಗಳಿಗೆ ಟೆಂಡರ್ ಪ್ರಕ್ರಿಯೆ ಪೂರ್ಣಗೊಂಡಿದ್ದು ಜನಮ ಅಂತ್ಯದೊಳಗೆ ಕ್ರೀಡಾಂಗಣ ಕಾಮಗಾರಿಯನ್ನು ಪ್ರಾರಂಭಿಸಲಾಗುವುದೆಂದು ತಿಳಿಸಿದ ಅವರು ಶೀಘ್ರದಲ್ಲೇ ಕ್ಷೇತ್ರ ವ್ಯಾಪ್ತಿಯಲ್ಲಿ ಒಂದು: [547, 1149, 771, 1303]
- article-body: ಕುಡಿಯುವ ನೀರು ರಸ್ತೆ ಚರಂಡಿ ಸೇರಿದಂತೆ ಮೂಲಭೂತ ಸೌಕರ್ಯಗಳನ್ನು ಒದಗಿಸಲಾಗುತ್ತಿದ್ದು ಮುಂದಿನ ದಿನಗಳಲ್ಲಿ ಮಧುಗಿರಿ ಜಿಲ್ಲಾ ಕೇಂದ್ರ ಹಾಗೂ ಉದ್ದೇಶ ಇರುವುದರಿಂದ ಜಿಲ್ಲಾ ಕೇಂದ್ರದ ರೀತಿಯಲ್ಲಿ ನೂತನ ಕ್ರೀಡಾಂಗಣ ನಿರ್ಮಿಸಲು 10 ಕೋಟಿಯವರು: [315, 1149, 539, 1303]
- news-photo-icon: [316, 1845, 770, 2113]
- header-bottom-rule: [84, 84, 1428, 86]
- news-photo: [1069, 493, 1487, 717]
- article-body: ಮಾಡಲು ಯತ್ನಿಸಿದ್ದಾರೆ. ಅದನ್ನುಯಾರೋ ಕೆಲವರು ಕಿಟಕಿಯ ಮೂಲಕ ಚಿತ್ರೀಕರಣ ಮಾಡಿದ್ದು ಆ ವಿಡಿಯೋ ತುಣುಕು ಎಲ್ಲಾ ಕಡೆ ವೈರಲ್ ಆಗಿದೆ. ಹಾಗಾಗಿ ನಾವು ಇಂದು ಮನವಿಯನ್ನು ಸಲ್ಲಿಸುತ್ತಿದ್ದು ಸಾರ್ವಜನಿಕರಿಗೆ ರಕ್ಷಣೆ ನೀಡಬೇಕಾಗಿರುವ ವ್ಯವಸ್ಥೆಯೇ ಈ ರೀತಿಯಾಗಿ ವರ್ತಿಸಿದರೆ ಸಾರ್ವಜನಿಕರಾದ ನಾವುಗಳು ಯಾರಲ್ಲಿ ರಕ್ಷಣೆ ಪಡೆಯಬೇಕು ಎಂಬ ಪ್ರಶ್ನೆಯನ್ನು ಮಾನ್ಯ ವರಿಷ್ಠಾಧಿಕಾರಿಗಳ ಮುಂದೆ ಇಟ್ಟಿದ್ದೇವೆ ಹಾಗೂ ಇಂತಹ ಘಟನೆ ಮತ್ತೊಮ್ಮೆ: [547, 465, 771, 710]
- news-photo: [315, 1845, 771, 2114]
- poster-title: ವೈಕುಂಠ ಏಕಾದಶಿ: [450, 2032, 536, 2043]
